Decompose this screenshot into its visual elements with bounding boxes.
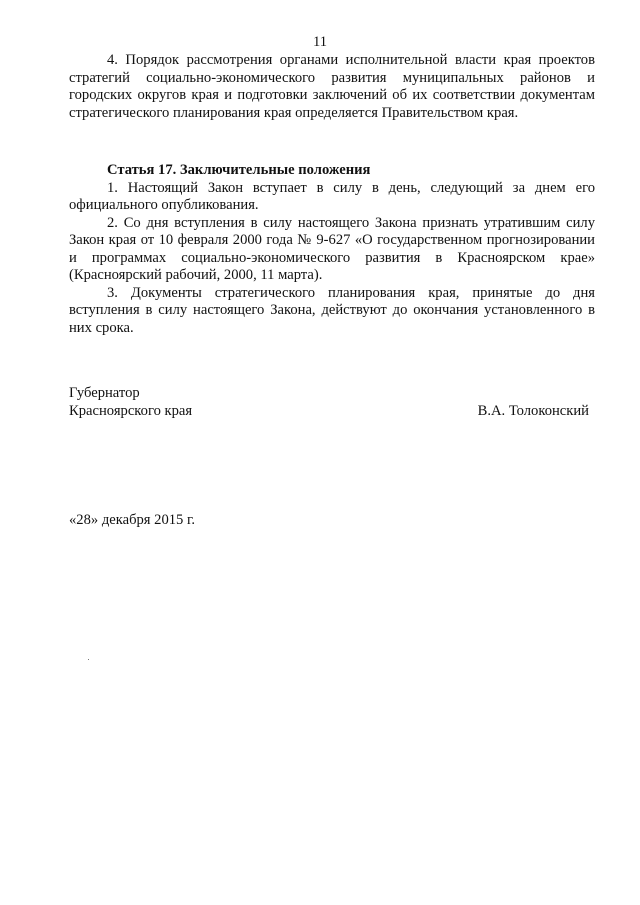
signature-title-line2: Красноярского края bbox=[69, 402, 193, 419]
signature-row bbox=[69, 403, 595, 421]
article-item-3: 3. Документы стратегического планирования края, принятые до дня вступления в силу настоящего Закона, действуют до окончания установленного в них срока. bbox=[69, 284, 595, 336]
signature-block bbox=[69, 385, 595, 420]
article-item-2: 2. Со дня вступления в силу настоящего Закона признать утратившим силу Закон края от 10 февраля 2000 года № 9-627 «О государственном прогнозировании и программах социально-экономического развития в Красноярском крае» (Красноярский рабочий, 2000, 11 марта). bbox=[69, 214, 595, 283]
page-number: 11 bbox=[312, 34, 328, 50]
signature-title-line1: Губернатор bbox=[69, 385, 140, 401]
scan-speck bbox=[88, 659, 89, 660]
signature-name: В.А. Толоконский bbox=[477, 402, 589, 419]
document-date: «28» декабря 2015 г. bbox=[69, 512, 195, 528]
article-item-1: 1. Настоящий Закон вступает в силу в день, следующий за днем его официального опубликования. bbox=[69, 179, 595, 213]
article-heading: Статья 17. Заключительные положения bbox=[107, 162, 371, 178]
intro-section bbox=[69, 52, 595, 122]
paragraph-4: 4. Порядок рассмотрения органами исполнительной власти края проектов стратегий социально-экономического развития муниципальных районов и городских округов края и подготовки заключений об их соответствии документам стратегического планирования края определяется Правительством края. bbox=[69, 52, 595, 121]
article-17-section bbox=[69, 162, 595, 337]
